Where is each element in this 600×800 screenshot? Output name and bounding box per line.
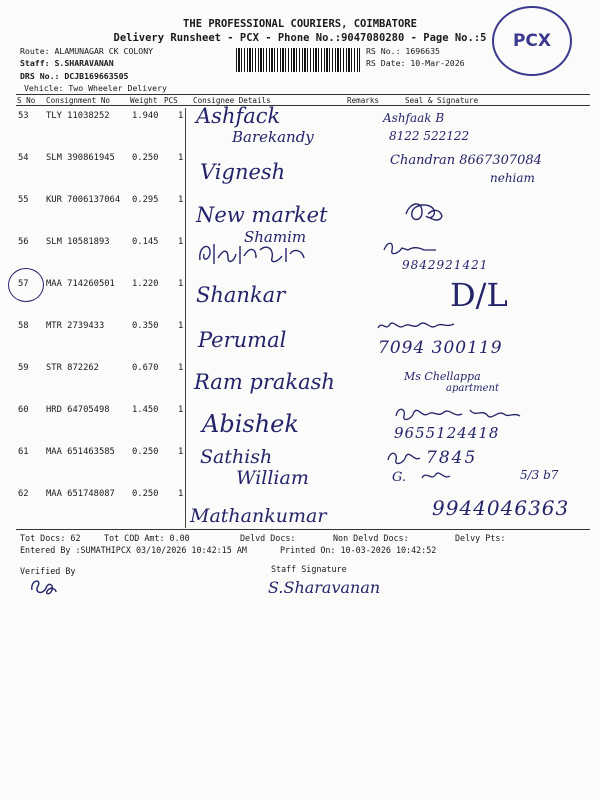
row-consignment: MAA 651748087 <box>46 489 115 499</box>
verified-by-label: Verified By <box>20 566 76 576</box>
row-pcs: 1 <box>178 405 184 415</box>
route-label: Route: ALAMUNAGAR CK COLONY <box>20 46 154 56</box>
entered-by: Entered By :SUMATHIPCX 03/10/2026 10:42:15 AM <box>20 545 247 555</box>
printed-on: Printed On: 10-03-2026 10:42:52 <box>280 545 437 555</box>
row-consignment: SLM 390861945 <box>46 153 115 163</box>
seal-sign-2: nehiam <box>490 171 535 185</box>
header-rule-bottom <box>16 105 590 106</box>
staff-signature: S.Sharavanan <box>268 578 381 597</box>
signature-scribble <box>374 318 464 334</box>
row-bracket <box>185 318 186 360</box>
col-weight: Weight <box>130 96 158 105</box>
non-delvd-docs: Non Delvd Docs: <box>333 533 409 543</box>
footer-rule <box>16 529 590 530</box>
signature-scribble <box>400 196 446 228</box>
seal-phone: 7094 300119 <box>378 338 503 358</box>
delvd-docs: Delvd Docs: <box>240 533 296 543</box>
runsheet-subtitle: Delivery Runsheet - PCX - Phone No.:9047080280 - Page No.:5 <box>113 32 487 44</box>
row-consignment: TLY 11038252 <box>46 111 110 121</box>
rs-no: RS No.: 1696635 <box>366 46 440 56</box>
consignee-name: New market <box>196 203 328 227</box>
seal-sign-2: apartment <box>446 383 499 394</box>
row-sno: 56 <box>18 237 29 247</box>
row-sno: 60 <box>18 405 29 415</box>
verified-signature <box>28 576 60 598</box>
row-pcs: 1 <box>178 153 184 163</box>
row-pcs: 1 <box>178 363 184 373</box>
row-sno: 57 <box>18 279 29 289</box>
row-pcs: 1 <box>178 195 184 205</box>
row-bracket <box>185 192 186 234</box>
row-weight: 1.220 <box>132 279 159 289</box>
row-sno: 55 <box>18 195 29 205</box>
row-consignment: HRD 64705498 <box>46 405 110 415</box>
row-consignment: MTR 2739433 <box>46 321 105 331</box>
row-consignment: STR 872262 <box>46 363 99 373</box>
row-consignment: SLM 10581893 <box>46 237 110 247</box>
seal-number: 7845 <box>426 448 478 468</box>
signature-scribble-2 <box>418 468 458 486</box>
tot-docs: Tot Docs: 62 <box>20 533 81 543</box>
row-weight: 1.450 <box>132 405 159 415</box>
consignee-name: Vignesh <box>200 160 286 184</box>
row-sno: 59 <box>18 363 29 373</box>
signature-scribble <box>384 448 424 468</box>
row-sno: 62 <box>18 489 29 499</box>
consignee-name-2: Barekandy <box>232 128 314 146</box>
row-bracket <box>185 402 186 444</box>
row-bracket <box>185 108 186 150</box>
row-sno: 54 <box>18 153 29 163</box>
row-pcs: 1 <box>178 489 184 499</box>
row-weight: 0.145 <box>132 237 159 247</box>
rs-date: RS Date: 10-Mar-2026 <box>366 58 465 68</box>
row-bracket <box>185 276 186 318</box>
row-sno: 58 <box>18 321 29 331</box>
consignee-scribble <box>194 238 310 268</box>
seal-signature: Ms Chellappa <box>404 370 481 383</box>
consignee-name: Ashfack <box>196 104 281 128</box>
staff-label: Staff: S.SHARAVANAN <box>20 58 114 68</box>
row-consignment: MAA 651463585 <box>46 447 115 457</box>
seal-phone: 9655124418 <box>394 424 500 442</box>
seal-phone: 9944046363 <box>432 496 570 520</box>
consignee-name-2: William <box>236 467 309 489</box>
row-consignment: MAA 714260501 <box>46 279 115 289</box>
row-pcs: 1 <box>178 237 184 247</box>
row-weight: 0.670 <box>132 363 159 373</box>
header-rule-top <box>16 94 590 95</box>
row-bracket <box>185 360 186 402</box>
drs-label: DRS No.: DCJB169663505 <box>20 71 129 81</box>
col-consignment: Consignment No <box>46 96 111 105</box>
staff-signature-label: Staff Signature <box>271 564 347 574</box>
row-weight: 0.295 <box>132 195 159 205</box>
consignee-name: Ram prakash <box>194 370 335 394</box>
signature-scribble <box>380 238 440 258</box>
row-bracket <box>185 234 186 276</box>
vehicle-label: Vehicle: Two Wheeler Delivery <box>24 83 167 93</box>
barcode <box>236 48 360 72</box>
row-bracket <box>185 486 186 528</box>
seal-phone: 9842921421 <box>402 258 489 272</box>
row-weight: 0.250 <box>132 447 159 457</box>
col-sno: S No <box>17 96 36 105</box>
row-weight: 0.250 <box>132 153 159 163</box>
seal-sign-2: G. <box>392 470 407 485</box>
pcx-stamp-text: PCX <box>512 31 552 51</box>
consignee-name: Sathish <box>200 446 273 468</box>
row-pcs: 1 <box>178 447 184 457</box>
row-weight: 0.350 <box>132 321 159 331</box>
company-title: THE PROFESSIONAL COURIERS, COIMBATORE <box>183 18 417 30</box>
col-consignee: Consignee Details <box>193 96 271 105</box>
seal-signature: Chandran 8667307084 <box>390 153 542 168</box>
delvy-pts: Delvy Pts: <box>455 533 506 543</box>
col-seal: Seal & Signature <box>405 96 479 105</box>
consignee-name: Perumal <box>198 328 287 352</box>
seal-address: 5/3 b7 <box>520 468 559 482</box>
seal-signature: Ashfaak B <box>383 111 445 125</box>
row-sno: 53 <box>18 111 29 121</box>
consignee-name: Shankar <box>196 283 286 307</box>
delivery-mark: D/L <box>450 276 508 314</box>
row-pcs: 1 <box>178 321 184 331</box>
row-weight: 1.940 <box>132 111 159 121</box>
consignee-name: Abishek <box>202 410 299 438</box>
row-bracket <box>185 150 186 192</box>
row-bracket <box>185 444 186 486</box>
row-weight: 0.250 <box>132 489 159 499</box>
row-sno: 61 <box>18 447 29 457</box>
row-pcs: 1 <box>178 279 184 289</box>
tot-cod-amt: Tot COD Amt: 0.00 <box>104 533 190 543</box>
signature-scribble <box>392 404 532 424</box>
col-remarks: Remarks <box>347 96 380 105</box>
consignee-name: Mathankumar <box>190 505 327 527</box>
row-consignment: KUR 7006137064 <box>46 195 121 205</box>
row-pcs: 1 <box>178 111 184 121</box>
seal-phone: 8122 522122 <box>389 129 470 143</box>
col-pcs: PCS <box>164 96 178 105</box>
consignee-name: Shamim <box>244 228 307 246</box>
